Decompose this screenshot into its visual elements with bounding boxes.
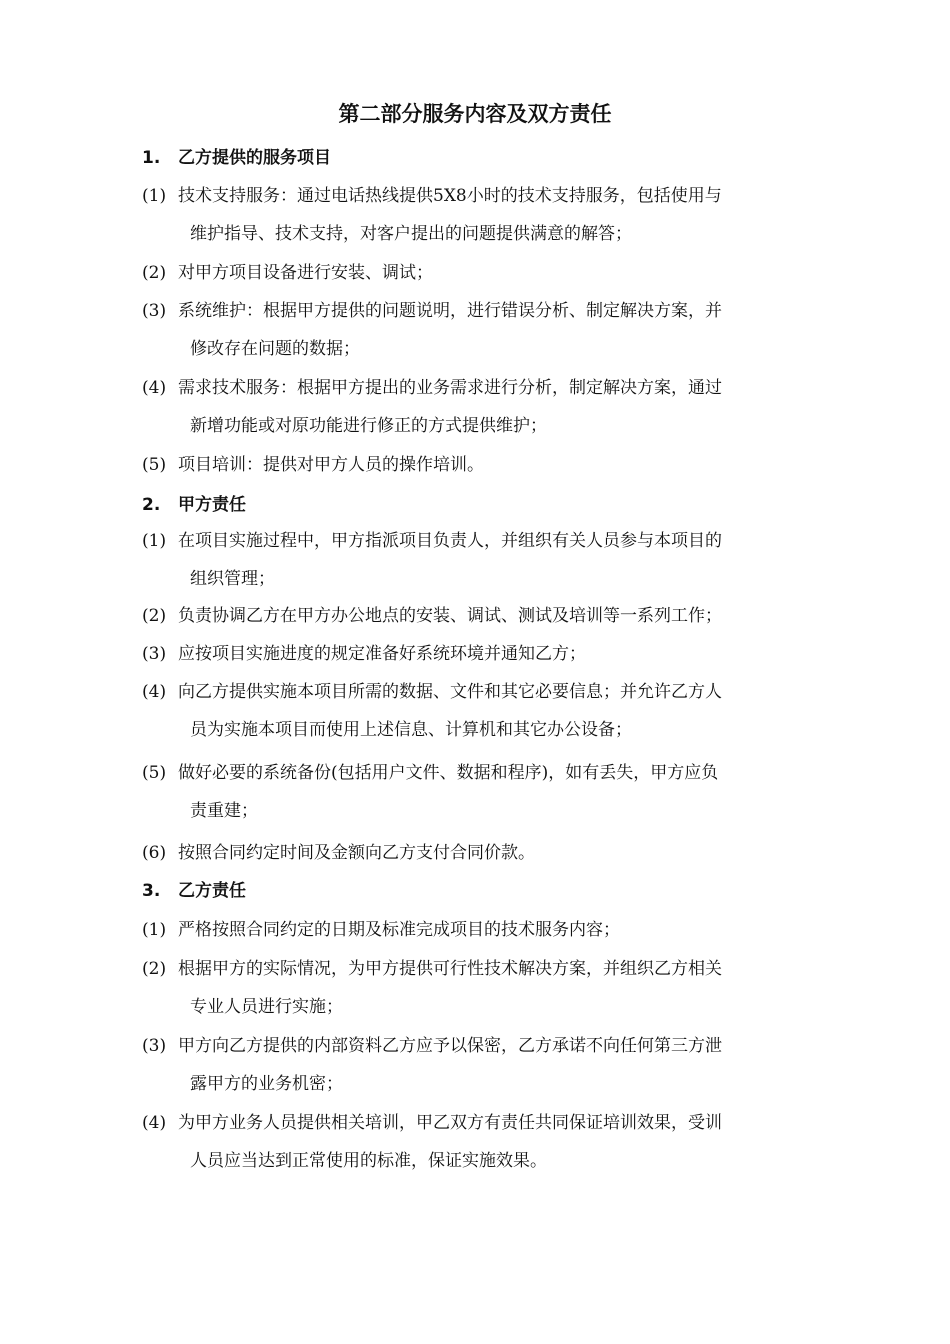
item-text: 根据甲方的实际情况，为甲方提供可行性技术解决方案，并组织乙方相关 [178, 959, 722, 979]
section-number: 1. [142, 148, 161, 168]
item-text: 技术支持服务：通过电话热线提供5X8小时的技术支持服务，包括使用与 [178, 186, 722, 206]
list-item [142, 597, 812, 635]
item-text-continued: 专业人员进行实施； [190, 997, 343, 1017]
section-title: 乙方责任 [178, 881, 246, 901]
item-marker: (4) [142, 1113, 167, 1133]
section-heading-2 [142, 492, 246, 518]
item-marker: (2) [142, 263, 167, 283]
item-text: 严格按照合同约定的日期及标准完成项目的技术服务内容； [178, 920, 620, 940]
item-text-continued: 维护指导、技术支持，对客户提出的问题提供满意的解答； [190, 224, 632, 244]
item-marker: (5) [142, 455, 167, 475]
item-text: 向乙方提供实施本项目所需的数据、文件和其它必要信息；并允许乙方人 [178, 682, 722, 702]
section-number: 2. [142, 495, 161, 515]
item-text: 按照合同约定时间及金额向乙方支付合同价款。 [178, 843, 535, 863]
item-text-continued: 新增功能或对原功能进行修正的方式提供维护； [190, 416, 547, 436]
item-text-continued: 组织管理； [190, 569, 275, 589]
section-title: 甲方责任 [178, 495, 246, 515]
list-item [142, 1104, 812, 1180]
item-text-continued: 修改存在问题的数据； [190, 339, 360, 359]
item-text: 应按项目实施进度的规定准备好系统环境并通知乙方； [178, 644, 586, 664]
item-text-continued: 责重建； [190, 801, 258, 821]
list-item [142, 673, 812, 749]
section-heading-1 [142, 145, 331, 171]
item-text: 项目培训：提供对甲方人员的操作培训。 [178, 455, 484, 475]
list-item [142, 292, 812, 368]
item-marker: (4) [142, 378, 167, 398]
item-marker: (1) [142, 920, 167, 940]
item-text: 为甲方业务人员提供相关培训，甲乙双方有责任共同保证培训效果，受训 [178, 1113, 722, 1133]
list-item [142, 834, 812, 872]
item-marker: (1) [142, 531, 167, 551]
section-number: 3. [142, 881, 161, 901]
item-marker: (6) [142, 843, 167, 863]
item-text: 负责协调乙方在甲方办公地点的安装、调试、测试及培训等一系列工作； [178, 606, 722, 626]
item-text: 做好必要的系统备份(包括用户文件、数据和程序)，如有丢失，甲方应负 [178, 763, 719, 783]
item-text: 对甲方项目设备进行安装、调试； [178, 263, 433, 283]
list-item [142, 177, 812, 253]
item-marker: (2) [142, 606, 167, 626]
list-item [142, 369, 812, 445]
item-text: 在项目实施过程中，甲方指派项目负责人，并组织有关人员参与本项目的 [178, 531, 722, 551]
item-marker: (3) [142, 1036, 167, 1056]
item-text-continued: 员为实施本项目而使用上述信息、计算机和其它办公设备； [190, 720, 632, 740]
item-marker: (3) [142, 644, 167, 664]
item-marker: (3) [142, 301, 167, 321]
list-item [142, 254, 812, 292]
item-text-continued: 露甲方的业务机密； [190, 1074, 343, 1094]
item-marker: (1) [142, 186, 167, 206]
item-marker: (5) [142, 763, 167, 783]
item-marker: (2) [142, 959, 167, 979]
list-item [142, 522, 812, 598]
section-heading-3 [142, 878, 246, 904]
item-text-continued: 人员应当达到正常使用的标准，保证实施效果。 [190, 1151, 547, 1171]
list-item [142, 1027, 812, 1103]
section-title: 乙方提供的服务项目 [178, 148, 331, 168]
item-text: 甲方向乙方提供的内部资料乙方应予以保密，乙方承诺不向任何第三方泄 [178, 1036, 722, 1056]
item-text: 系统维护：根据甲方提供的问题说明，进行错误分析、制定解决方案，并 [178, 301, 722, 321]
item-marker: (4) [142, 682, 167, 702]
page-title: 第二部分服务内容及双方责任 [338, 102, 612, 126]
list-item [142, 635, 812, 673]
list-item [142, 950, 812, 1026]
item-text: 需求技术服务：根据甲方提出的业务需求进行分析，制定解决方案，通过 [178, 378, 722, 398]
list-item [142, 754, 812, 830]
list-item [142, 446, 812, 484]
list-item [142, 911, 812, 949]
